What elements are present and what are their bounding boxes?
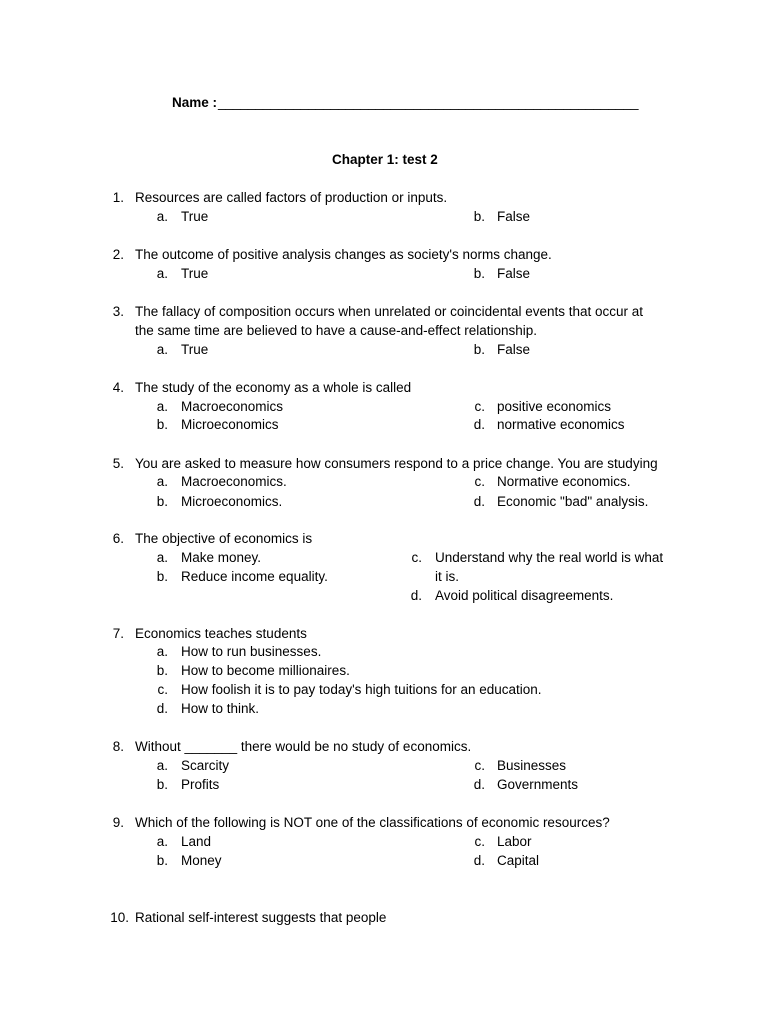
option-letter: a. — [156, 550, 168, 565]
question-text: Which of the following is NOT one of the classifications of economic resources? — [135, 815, 610, 830]
option-text[interactable]: Avoid political disagreements. — [435, 588, 614, 603]
option-letter: b. — [156, 777, 168, 792]
option-letter: a. — [156, 474, 168, 489]
question-number: 9. — [112, 815, 124, 830]
question-number: 1. — [112, 190, 124, 205]
name-label: Name : — [172, 95, 218, 110]
option-letter: d. — [473, 494, 485, 509]
option-text[interactable]: normative economics — [497, 417, 625, 432]
option-letter: a. — [156, 399, 168, 414]
option-text[interactable]: How foolish it is to pay today's high tuitions for an education. — [181, 682, 542, 697]
option-text[interactable]: Labor — [497, 834, 532, 849]
question-text: The study of the economy as a whole is called — [135, 380, 412, 395]
option-letter: c. — [474, 758, 485, 773]
option-text[interactable]: Macroeconomics — [181, 399, 284, 414]
option-text[interactable]: Make money. — [181, 550, 262, 565]
option-text[interactable]: False — [497, 342, 531, 357]
option-letter: d. — [156, 701, 168, 716]
question-number: 5. — [112, 456, 124, 471]
option-letter: b. — [473, 266, 485, 281]
option-text[interactable]: False — [497, 266, 531, 281]
question-text: Without _______ there would be no study of economics. — [135, 739, 472, 754]
option-letter: b. — [156, 494, 168, 509]
question-text-continued: the same time are believed to have a cause-and-effect relationship. — [135, 323, 537, 338]
option-letter: b. — [156, 569, 168, 584]
option-letter: c. — [474, 834, 485, 849]
option-letter: d. — [410, 588, 422, 603]
option-letter: d. — [473, 417, 485, 432]
option-letter: a. — [156, 266, 168, 281]
option-letter: c. — [411, 550, 422, 565]
option-letter: b. — [156, 853, 168, 868]
option-letter: b. — [156, 663, 168, 678]
name-blank[interactable]: ________________________________________________________ — [218, 95, 639, 110]
question-number: 3. — [112, 304, 124, 319]
question-number: 8. — [112, 739, 124, 754]
option-letter: c. — [157, 682, 168, 697]
question-text: The outcome of positive analysis changes as society's norms change. — [135, 247, 552, 262]
option-text[interactable]: Profits — [181, 777, 220, 792]
option-letter: d. — [473, 777, 485, 792]
question-text: Economics teaches students — [135, 626, 307, 641]
option-text[interactable]: Governments — [497, 777, 579, 792]
option-text-continued[interactable]: it is. — [435, 569, 460, 584]
option-letter: b. — [473, 209, 485, 224]
option-text[interactable]: Understand why the real world is what — [435, 550, 664, 565]
option-text[interactable]: positive economics — [497, 399, 612, 414]
option-letter: d. — [473, 853, 485, 868]
option-text[interactable]: Capital — [497, 853, 540, 868]
option-letter: c. — [474, 474, 485, 489]
option-letter: a. — [156, 834, 168, 849]
option-letter: a. — [156, 209, 168, 224]
option-text[interactable]: Microeconomics. — [181, 494, 283, 509]
question-text: The objective of economics is — [135, 531, 313, 546]
option-letter: c. — [474, 399, 485, 414]
option-text[interactable]: How to become millionaires. — [181, 663, 350, 678]
option-text[interactable]: Reduce income equality. — [181, 569, 328, 584]
option-text[interactable]: Land — [181, 834, 212, 849]
question-text: The fallacy of composition occurs when unrelated or coincidental events that occur at — [135, 304, 644, 319]
question-text: You are asked to measure how consumers respond to a price change. You are studying — [135, 456, 658, 471]
option-text[interactable]: Microeconomics — [181, 417, 279, 432]
option-text[interactable]: Businesses — [497, 758, 567, 773]
question-number: 10. — [110, 910, 129, 925]
option-text[interactable]: True — [181, 266, 209, 281]
question-number: 4. — [112, 380, 124, 395]
question-text: Resources are called factors of production or inputs. — [135, 190, 448, 205]
option-text[interactable]: Economic "bad" analysis. — [497, 494, 649, 509]
option-text[interactable]: How to run businesses. — [181, 644, 322, 659]
question-text: Rational self-interest suggests that people — [135, 910, 387, 925]
page-title: Chapter 1: test 2 — [332, 152, 438, 167]
option-text[interactable]: How to think. — [181, 701, 260, 716]
question-number: 6. — [112, 531, 124, 546]
option-text[interactable]: True — [181, 342, 209, 357]
option-letter: a. — [156, 342, 168, 357]
option-letter: b. — [156, 417, 168, 432]
option-text[interactable]: Normative economics. — [497, 474, 631, 489]
question-number: 2. — [112, 247, 124, 262]
option-letter: a. — [156, 758, 168, 773]
question-number: 7. — [112, 626, 124, 641]
option-text[interactable]: Scarcity — [181, 758, 230, 773]
option-text[interactable]: Money — [181, 853, 222, 868]
option-text[interactable]: True — [181, 209, 209, 224]
option-letter: b. — [473, 342, 485, 357]
option-letter: a. — [156, 644, 168, 659]
option-text[interactable]: Macroeconomics. — [181, 474, 287, 489]
option-text[interactable]: False — [497, 209, 531, 224]
